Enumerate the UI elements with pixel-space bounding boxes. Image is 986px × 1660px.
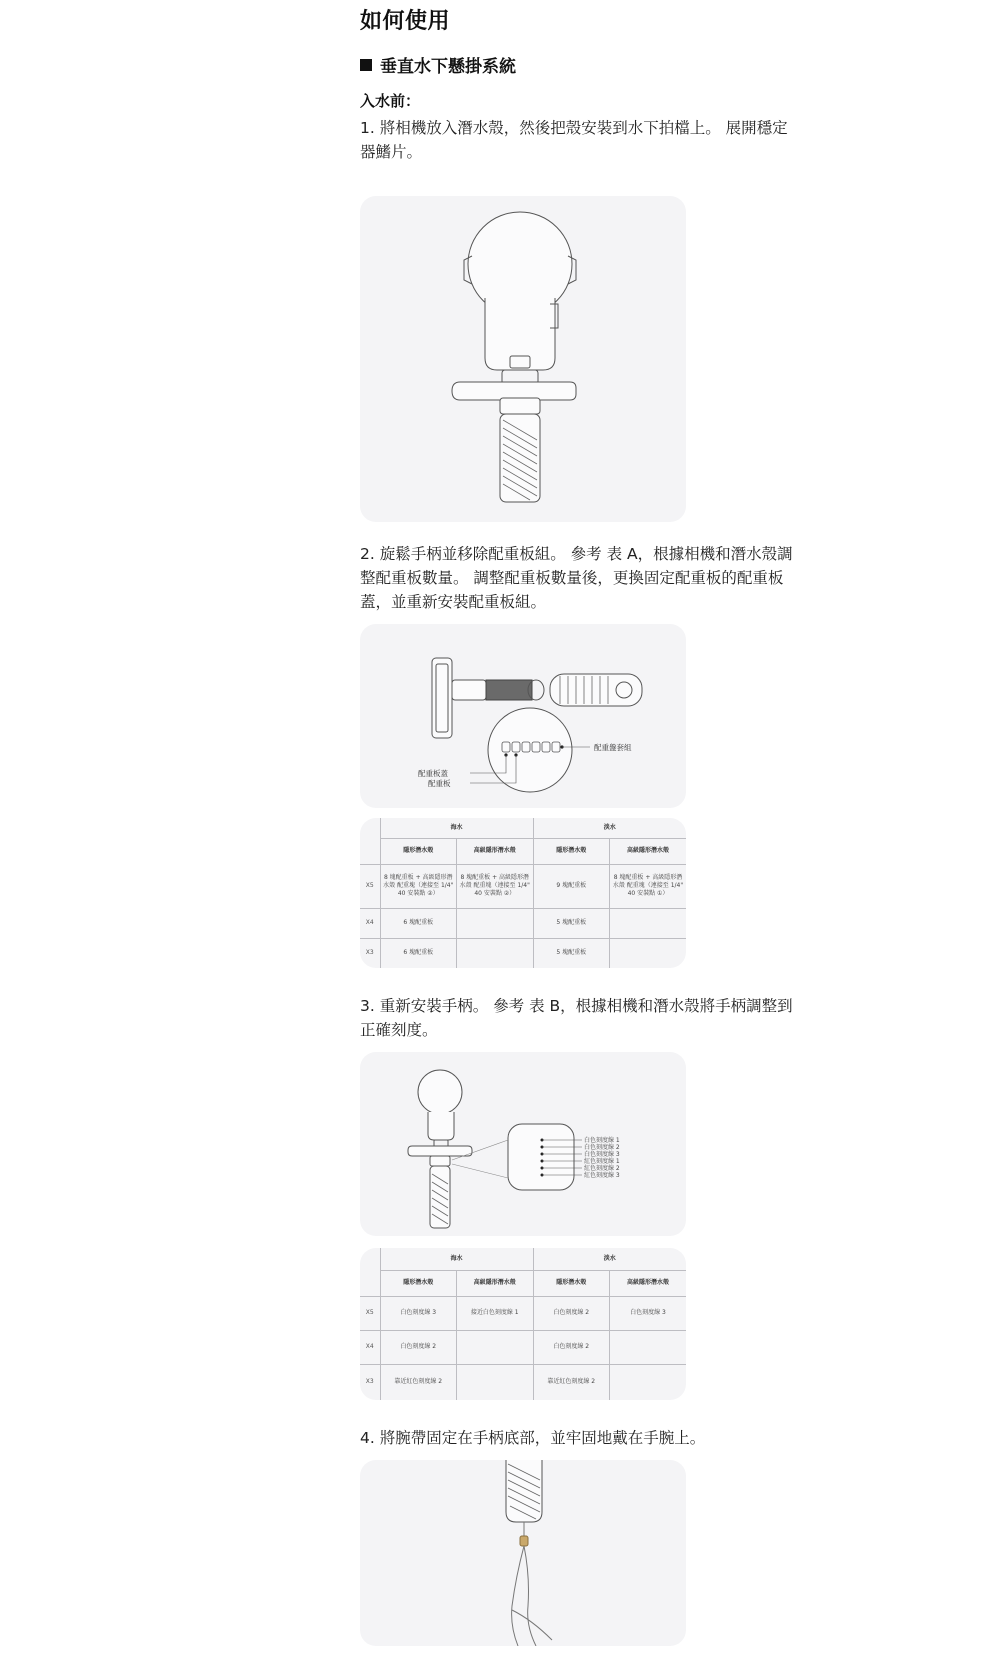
weight-kit-callout: 配重盤套組 — [594, 743, 632, 752]
before-entering-water-label: 入水前： — [360, 92, 421, 110]
table-b-column-header: 隱形潛水殼 — [533, 1270, 610, 1296]
table-cell: 6 塊配重板 — [380, 908, 457, 938]
section-title: 垂直水下懸掛系統 — [380, 57, 516, 77]
table-cell — [457, 938, 534, 968]
scale-callout: 紅色刻度線 3 — [584, 1172, 620, 1179]
table-b-column-header: 高級隱形潛水殼 — [457, 1270, 534, 1296]
table-cell: 白色刻度線 3 — [380, 1296, 457, 1330]
table-cell — [610, 908, 687, 938]
table-a — [360, 818, 686, 968]
table-cell: 白色刻度線 3 — [610, 1296, 687, 1330]
table-cell: 接近白色刻度線 1 — [457, 1296, 534, 1330]
table-a-panel — [360, 818, 686, 968]
table-cell: 8 塊配重板 + 高級隱形潛水殼 配重塊（連接至 1/4" 40 安裝點 ①） — [610, 864, 687, 908]
table-cell: 白色刻度線 2 — [380, 1330, 457, 1364]
table-row — [360, 864, 686, 908]
table-cell — [457, 1364, 534, 1400]
page-title: 如何使用 — [360, 9, 451, 34]
table-cell: 5 塊配重板 — [533, 908, 610, 938]
table-b-column-header: 高級隱形潛水殼 — [610, 1270, 687, 1296]
table-row — [360, 1296, 686, 1330]
table-cell: 6 塊配重板 — [380, 938, 457, 968]
figure-3-handle-scale — [360, 1052, 686, 1236]
table-b-panel — [360, 1248, 686, 1400]
table-a-row-label: X4 — [360, 908, 380, 938]
table-row — [360, 908, 686, 938]
scale-callout: 白色刻度線 2 — [584, 1144, 620, 1151]
table-row — [360, 1364, 686, 1400]
table-b-group-freshwater: 淡水 — [533, 1248, 686, 1270]
table-row — [360, 938, 686, 968]
weight-cover-callout: 配重板蓋 — [418, 769, 448, 778]
table-cell: 靠近紅色刻度線 2 — [533, 1364, 610, 1400]
table-cell — [610, 1364, 687, 1400]
figure-1-camera-mounted — [360, 196, 686, 522]
table-cell: 白色刻度線 2 — [533, 1296, 610, 1330]
scale-callout: 紅色刻度線 1 — [584, 1158, 620, 1165]
weight-plate-callout: 配重板 — [428, 779, 451, 788]
table-cell — [610, 1330, 687, 1364]
handle-scale-illustration — [360, 1052, 686, 1236]
table-cell: 9 塊配重板 — [533, 864, 610, 908]
table-a-column-header: 高級隱形潛水殼 — [457, 838, 534, 864]
scale-callout: 紅色刻度線 2 — [584, 1165, 620, 1172]
scale-callout: 白色刻度線 1 — [584, 1137, 620, 1144]
table-cell — [457, 908, 534, 938]
scale-callout: 白色刻度線 3 — [584, 1151, 620, 1158]
table-cell — [457, 1330, 534, 1364]
table-b-column-header: 隱形潛水殼 — [380, 1270, 457, 1296]
wrist-strap-illustration — [360, 1460, 686, 1646]
table-a-group-freshwater: 淡水 — [533, 818, 686, 838]
step-2-text: 2. 旋鬆手柄並移除配重板組。 參考 表 A，根據相機和潛水殼調整配重板數量。 調整配重板數量後，更換固定配重板的配重板蓋，並重新安裝配重板組。 — [360, 545, 793, 611]
figure-4-wrist-strap — [360, 1460, 686, 1646]
table-a-group-seawater: 海水 — [380, 818, 533, 838]
table-a-column-header: 隱形潛水殼 — [380, 838, 457, 864]
table-b — [360, 1248, 686, 1400]
weight-kit-illustration — [360, 624, 686, 808]
table-cell — [610, 938, 687, 968]
table-cell: 8 塊配重板 + 高級隱形潛水殼 配重塊（連接至 1/4" 40 安裝點 ②） — [457, 864, 534, 908]
table-b-row-label: X5 — [360, 1296, 380, 1330]
square-bullet-icon — [360, 59, 372, 71]
table-a-row-label: X5 — [360, 864, 380, 908]
step-4-text: 4. 將腕帶固定在手柄底部，並牢固地戴在手腕上。 — [360, 1429, 706, 1447]
table-cell: 8 塊配重板 + 高級隱形潛水殼 配重塊（連接至 1/4" 40 安裝點 ②） — [380, 864, 457, 908]
table-b-row-label: X4 — [360, 1330, 380, 1364]
camera-handle-illustration — [360, 196, 686, 522]
table-a-column-header: 隱形潛水殼 — [533, 838, 610, 864]
section-heading — [360, 52, 516, 77]
table-b-group-seawater: 海水 — [380, 1248, 533, 1270]
table-cell: 白色刻度線 2 — [533, 1330, 610, 1364]
table-cell: 靠近紅色刻度線 2 — [380, 1364, 457, 1400]
figure-2-weight-plate-kit — [360, 624, 686, 808]
table-a-column-header: 高級隱形潛水殼 — [610, 838, 687, 864]
step-3-text: 3. 重新安裝手柄。 參考 表 B，根據相機和潛水殼將手柄調整到正確刻度。 — [360, 997, 793, 1039]
table-cell: 5 塊配重板 — [533, 938, 610, 968]
table-b-row-label: X3 — [360, 1364, 380, 1400]
table-row — [360, 1330, 686, 1364]
step-1-text: 1. 將相機放入潛水殼，然後把殼安裝到水下拍檔上。 展開穩定器鰭片。 — [360, 119, 788, 161]
table-a-row-label: X3 — [360, 938, 380, 968]
